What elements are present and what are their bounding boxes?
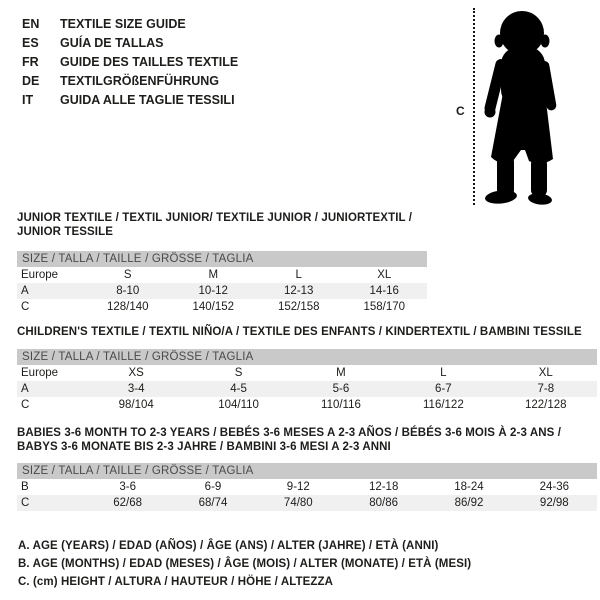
- language-row: [22, 34, 238, 53]
- table-cell: 18-24: [454, 481, 484, 493]
- table-cell: 14-16: [369, 285, 399, 297]
- table-cell: XS: [128, 366, 144, 379]
- language-code: IT: [22, 93, 34, 107]
- language-code: DE: [22, 74, 40, 88]
- row-label-cell: Europe: [21, 269, 59, 281]
- language-title: TEXTILGRÖßENFÜHRUNG: [60, 74, 220, 88]
- table-row: [17, 381, 597, 397]
- table-cell: S: [123, 269, 132, 281]
- table-cell: XL: [538, 366, 553, 379]
- row-label-cell: C: [21, 301, 30, 313]
- table-cell: 140/152: [192, 301, 235, 313]
- language-title: GUIDE DES TAILLES TEXTILE: [60, 55, 239, 69]
- size-table: [17, 267, 427, 315]
- size-table: [17, 479, 597, 511]
- junior-textile-section: [17, 212, 427, 315]
- table-title: [17, 427, 597, 454]
- children-textile-section: [17, 326, 597, 413]
- language-title: GUIDA ALLE TAGLIE TESSILI: [60, 93, 235, 107]
- table-row: [17, 299, 427, 315]
- table-cell: 3-4: [127, 382, 145, 395]
- table-title-line: JUNIOR TEXTILE / TEXTIL JUNIOR/ TEXTILE JUNIOR / JUNIORTEXTIL / JUNIOR TESSILE: [17, 212, 413, 238]
- footnote-line: A. AGE (YEARS) / EDAD (AÑOS) / ÂGE (ANS) / ALTER (JAHRE) / ETÀ (ANNI): [18, 540, 439, 552]
- table-cell: 12-13: [284, 285, 314, 297]
- language-row: [22, 53, 238, 72]
- table-cell: 8-10: [116, 285, 140, 297]
- language-row: [22, 15, 238, 34]
- table-row: [17, 397, 597, 413]
- table-cell: 3-6: [119, 481, 136, 493]
- size-header-bar: SIZE / TALLA / TAILLE / GRÖSSE / TAGLIA: [17, 463, 597, 479]
- row-label-cell: A: [21, 285, 29, 297]
- table-cell: 86/92: [454, 497, 484, 509]
- size-header-bar: SIZE / TALLA / TAILLE / GRÖSSE / TAGLIA: [17, 251, 427, 267]
- row-label-cell: Europe: [21, 366, 59, 379]
- table-row: [17, 479, 597, 495]
- table-cell: M: [336, 366, 346, 379]
- table-cell: 128/140: [106, 301, 149, 313]
- language-title: TEXTILE SIZE GUIDE: [60, 17, 186, 31]
- table-cell: 12-18: [368, 481, 399, 493]
- table-cell: 7-8: [537, 382, 555, 395]
- table-cell: 74/80: [283, 497, 313, 509]
- language-code: EN: [22, 17, 40, 31]
- footnotes: [18, 537, 471, 592]
- row-label-cell: C: [21, 497, 30, 509]
- size-header-bar: SIZE / TALLA / TAILLE / GRÖSSE / TAGLIA: [17, 349, 597, 365]
- row-label-cell: C: [21, 398, 30, 411]
- table-cell: 6-9: [204, 481, 222, 493]
- toddler-silhouette-icon: [483, 9, 565, 205]
- footnote-line: B. AGE (MONTHS) / EDAD (MESES) / ÂGE (MOIS) / ALTER (MONATE) / ETÀ (MESI): [18, 558, 472, 571]
- size-table: [17, 365, 597, 413]
- table-cell: 122/128: [524, 398, 567, 411]
- table-cell: 10-12: [198, 285, 228, 297]
- language-row: [22, 72, 238, 91]
- language-code: FR: [22, 55, 39, 69]
- table-title-line: BABYS 3-6 MONATE BIS 2-3 JAHRE / BAMBINI 3-6 MESI A 2-3 ANNI: [17, 440, 391, 453]
- table-cell: 62/68: [113, 497, 143, 509]
- table-row: [17, 495, 597, 511]
- table-cell: L: [440, 366, 447, 379]
- table-cell: L: [295, 269, 302, 281]
- language-title: GUÍA DE TALLAS: [60, 36, 164, 50]
- language-row: [22, 91, 238, 110]
- table-cell: 104/110: [218, 398, 259, 411]
- table-cell: 9-12: [286, 481, 310, 493]
- table-cell: 92/98: [539, 497, 569, 509]
- table-title-line: CHILDREN'S TEXTILE / TEXTIL NIÑO/A / TEXTILE DES ENFANTS / KINDERTEXTIL / BAMBINI TESSILE: [17, 326, 582, 338]
- table-cell: 158/170: [363, 301, 406, 313]
- table-row: [17, 267, 427, 283]
- table-cell: 6-7: [435, 382, 452, 395]
- language-list: [22, 15, 238, 110]
- language-code: ES: [22, 36, 39, 50]
- table-cell: 24-36: [539, 481, 570, 493]
- table-cell: 68/74: [198, 497, 228, 509]
- table-row: [17, 365, 597, 381]
- table-cell: S: [234, 366, 243, 379]
- babies-textile-section: [17, 427, 597, 511]
- row-label-cell: B: [21, 481, 29, 493]
- height-measure-label: C: [456, 104, 465, 118]
- table-row: [17, 283, 427, 299]
- table-cell: 116/122: [423, 398, 464, 411]
- table-cell: 80/86: [369, 497, 399, 509]
- height-measure-dashed-line: [473, 8, 475, 205]
- table-title-line: BABIES 3-6 MONTH TO 2-3 YEARS / BEBÉS 3-6 MESES A 2-3 AÑOS / BÉBÉS 3-6 MOIS À 2-3 ANS /: [17, 427, 561, 439]
- baby-figure: [450, 0, 598, 218]
- table-cell: M: [208, 269, 219, 281]
- table-title: [17, 326, 597, 340]
- footnote-line: C. (cm) HEIGHT / ALTURA / HAUTEUR / HÖHE / ALTEZZA: [18, 576, 334, 589]
- table-cell: XL: [377, 269, 392, 281]
- table-cell: 110/116: [321, 398, 361, 411]
- table-cell: 98/104: [118, 398, 154, 411]
- row-label-cell: A: [21, 382, 29, 395]
- table-cell: 152/158: [277, 301, 320, 313]
- table-title: [17, 212, 427, 239]
- table-cell: 4-5: [230, 382, 247, 395]
- table-cell: 5-6: [332, 382, 350, 395]
